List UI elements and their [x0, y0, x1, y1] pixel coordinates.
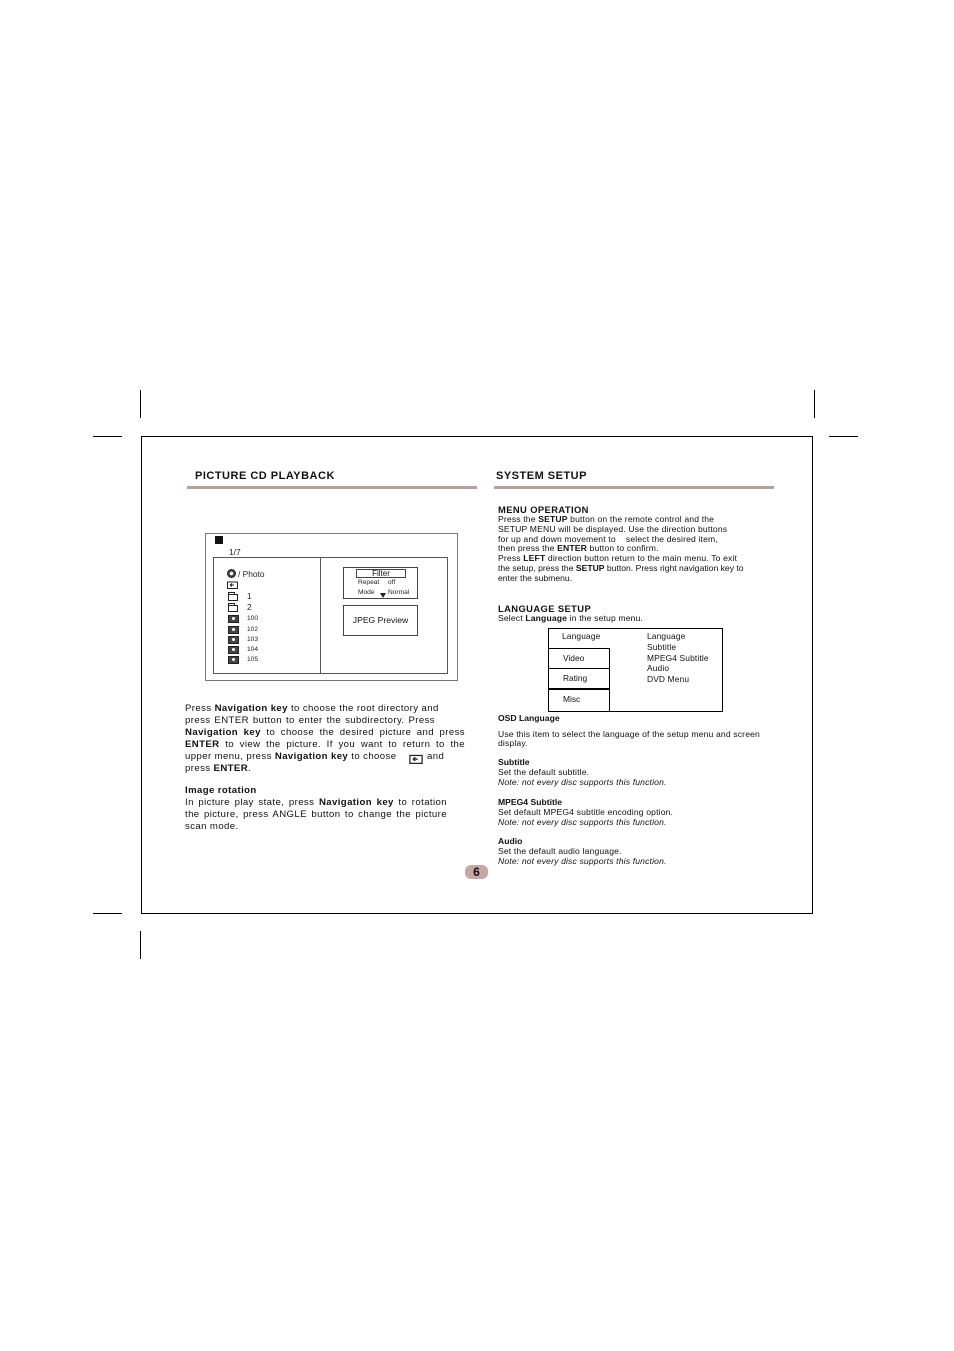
setup-menu-item: Language [562, 631, 601, 641]
crop-mark [140, 390, 141, 418]
navigation-paragraph-line: Press Navigation key to choose the root directory and [185, 703, 439, 714]
mpeg4-subtitle-note: Note: not every disc supports this function. [498, 817, 667, 827]
mpeg4-subtitle-line: Set default MPEG4 subtitle encoding option. [498, 807, 674, 817]
menu-operation-title: MENU OPERATION [498, 504, 589, 515]
crop-mark [93, 913, 122, 914]
osd-language-line: display. [498, 738, 528, 748]
menu-operation-line: Press LEFT direction button return to the main menu. To exit [498, 553, 738, 563]
picture-file-icon [228, 615, 239, 623]
navigation-paragraph-line: Navigation key to choose the desired picture and press [185, 727, 465, 738]
folder-path: / Photo [238, 569, 265, 579]
menu-operation-line: the setup, press the SETUP button. Press right navigation key to [498, 563, 744, 573]
navigation-paragraph-line: and [427, 751, 445, 762]
mode-label: Mode [358, 589, 375, 596]
osd-language-title: OSD Language [498, 713, 560, 723]
picture-file-icon [228, 626, 239, 634]
file-item: 103 [247, 636, 259, 643]
navigation-paragraph-line: press ENTER. [185, 763, 252, 774]
back-folder-icon [409, 753, 423, 764]
image-rotation-title: Image rotation [185, 785, 257, 796]
setup-menu-item: Misc [548, 689, 610, 712]
navigation-paragraph-line: press ENTER button to enter the subdirectory. Press [185, 715, 435, 726]
mpeg4-subtitle-title: MPEG4 Subtitle [498, 797, 562, 807]
submenu-item: DVD Menu [647, 674, 690, 684]
folder-icon [228, 605, 238, 612]
picture-file-icon [228, 646, 239, 654]
jpeg-preview-label: JPEG Preview [352, 615, 409, 625]
screen-divider [320, 557, 321, 674]
section-rule [187, 486, 477, 489]
navigation-paragraph-line: upper menu, press Navigation key to choose [185, 751, 397, 762]
file-item: 104 [247, 646, 259, 653]
repeat-value: off [388, 579, 396, 586]
disc-icon [227, 569, 236, 578]
image-rotation-line: In picture play state, press Navigation key to rotation [185, 797, 447, 808]
image-rotation-line: scan mode. [185, 821, 239, 832]
picture-file-icon [228, 636, 239, 644]
osd-language-line: Use this item to select the language of the setup menu and screen [498, 729, 760, 739]
language-setup-title: LANGUAGE SETUP [498, 603, 592, 614]
section-title-system-setup: SYSTEM SETUP [496, 470, 587, 482]
file-item: 105 [247, 656, 259, 663]
submenu-item: MPEG4 Subtitle [647, 653, 709, 663]
setup-menu-item: Rating [548, 668, 610, 689]
jpeg-preview-panel [343, 605, 418, 636]
stop-square-icon [215, 536, 223, 544]
picture-file-icon [228, 656, 239, 664]
page-counter: 1/7 [229, 547, 241, 557]
menu-operation-line: Press the SETUP button on the remote control and the [498, 514, 715, 524]
file-item: 100 [247, 615, 259, 622]
audio-line: Set the default audio language. [498, 846, 622, 856]
repeat-label: Repeat [358, 579, 380, 586]
mode-value: Normal [388, 589, 410, 596]
subtitle-note: Note: not every disc supports this function. [498, 777, 667, 787]
submenu-item: Language [647, 631, 686, 641]
folder-item: 2 [247, 602, 252, 612]
submenu-item: Subtitle [647, 642, 677, 652]
setup-menu-item: Video [548, 648, 610, 669]
crop-mark [93, 436, 122, 437]
audio-note: Note: not every disc supports this function. [498, 856, 667, 866]
crop-mark [829, 436, 858, 437]
menu-operation-line: then press the ENTER button to confirm. [498, 543, 659, 553]
crop-mark [140, 931, 141, 959]
filter-label: Filter [356, 569, 406, 578]
back-folder-icon [227, 580, 238, 589]
section-title-picture-cd: PICTURE CD PLAYBACK [195, 470, 335, 482]
folder-icon [228, 594, 238, 601]
subtitle-line: Set the default subtitle. [498, 767, 590, 777]
menu-operation-line: SETUP MENU will be displayed. Use the direction buttons [498, 524, 728, 534]
navigation-paragraph-line: ENTER to view the picture. If you want to return to the [185, 739, 465, 750]
language-setup-line: Select Language in the setup menu. [498, 613, 644, 623]
menu-operation-line: enter the submenu. [498, 573, 573, 583]
image-rotation-line: the picture, press ANGLE button to change the picture [185, 809, 447, 820]
page-number: 6 [465, 865, 488, 879]
section-rule [494, 486, 774, 489]
arrow-down-icon [380, 593, 386, 598]
audio-title: Audio [498, 836, 523, 846]
submenu-item: Audio [647, 663, 670, 673]
file-item: 102 [247, 626, 259, 633]
crop-mark [814, 390, 815, 418]
folder-item: 1 [247, 591, 252, 601]
subtitle-title: Subtitle [498, 757, 530, 767]
menu-operation-line: for up and down movement to select the desired item, [498, 534, 718, 544]
